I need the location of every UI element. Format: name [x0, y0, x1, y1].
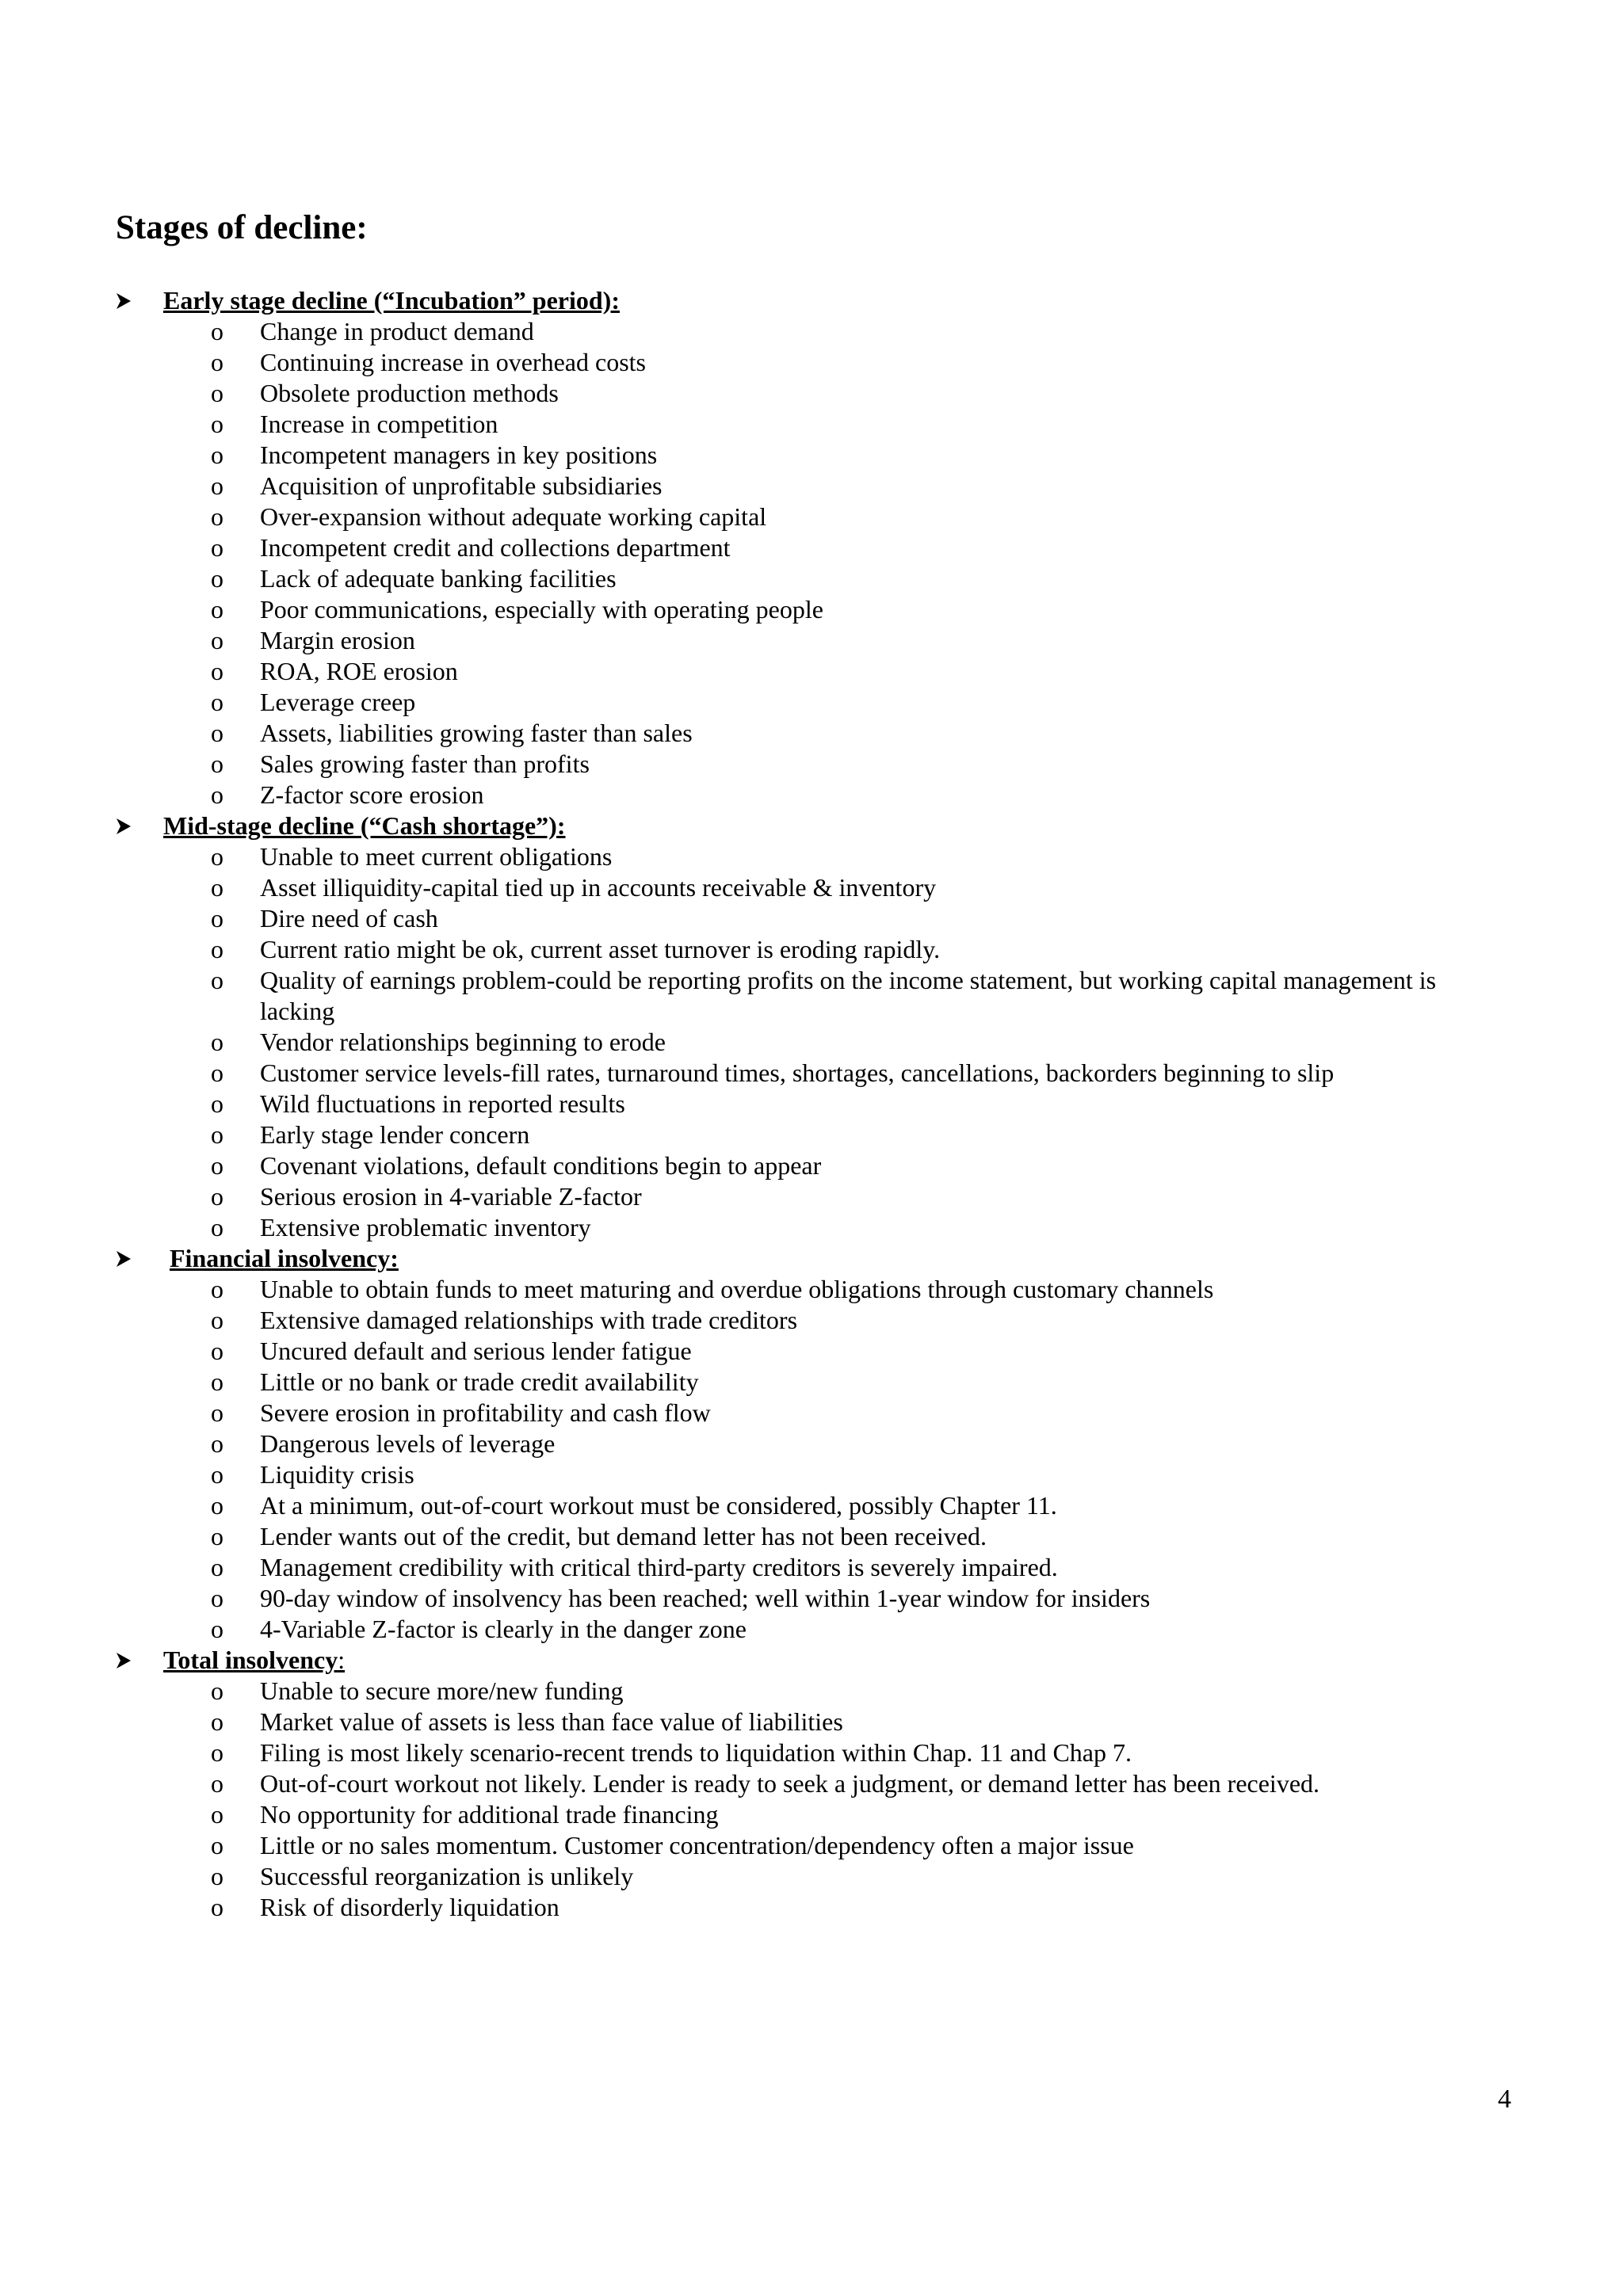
- list-item: o Covenant violations, default conditions begin to appear: [211, 1151, 822, 1180]
- list-item: o Little or no sales momentum. Customer concentration/dependency often a major issue: [211, 1831, 1134, 1859]
- circle-bullet-icon: o: [211, 441, 223, 469]
- circle-bullet-icon: o: [211, 1460, 223, 1489]
- circle-bullet-icon: o: [211, 1089, 223, 1118]
- circle-bullet-icon: o: [211, 1738, 223, 1767]
- list-item: o Change in product demand: [211, 317, 534, 345]
- list-item: o Serious erosion in 4-variable Z-factor: [211, 1182, 642, 1211]
- arrow-bullet-icon: [116, 1243, 143, 1268]
- list-item: o Leverage creep: [211, 688, 416, 716]
- list-item: o Assets, liabilities growing faster than sales: [211, 719, 693, 747]
- page-number: 4: [1498, 2084, 1511, 2114]
- list-item: o Dire need of cash: [211, 904, 438, 933]
- section-items-mid-stage: [0, 841, 1623, 1243]
- circle-bullet-icon: o: [211, 1275, 223, 1303]
- list-item: o Incompetent credit and collections department: [211, 533, 731, 562]
- list-item: o Dangerous levels of leverage: [211, 1429, 556, 1458]
- list-item: o ROA, ROE erosion: [211, 657, 458, 685]
- circle-bullet-icon: o: [211, 966, 223, 994]
- circle-bullet-icon: o: [211, 1429, 223, 1458]
- section-heading-total-insolvency: [0, 1645, 1623, 1676]
- circle-bullet-icon: o: [211, 1367, 223, 1396]
- list-item: o Vendor relationships beginning to erode: [211, 1028, 666, 1056]
- circle-bullet-icon: o: [211, 749, 223, 778]
- section-heading-suffix: :: [338, 1646, 346, 1674]
- section-heading-text: Financial insolvency:: [170, 1244, 399, 1272]
- list-item: o Sales growing faster than profits: [211, 749, 590, 778]
- section-heading-mid-stage: [0, 810, 1623, 841]
- list-item: o Lack of adequate banking facilities: [211, 564, 617, 593]
- circle-bullet-icon: o: [211, 1151, 223, 1180]
- circle-bullet-icon: o: [211, 410, 223, 438]
- list-item: o At a minimum, out-of-court workout must be considered, possibly Chapter 11.: [211, 1491, 1057, 1520]
- list-item: o Obsolete production methods: [211, 379, 559, 407]
- circle-bullet-icon: o: [211, 1028, 223, 1056]
- section-items-early-stage: [0, 316, 1623, 810]
- circle-bullet-icon: o: [211, 1893, 223, 1921]
- arrow-bullet-icon: [116, 1645, 143, 1669]
- circle-bullet-icon: o: [211, 471, 223, 500]
- circle-bullet-icon: o: [211, 1831, 223, 1859]
- list-item: o Margin erosion: [211, 626, 415, 654]
- list-item: o Market value of assets is less than face value of liabilities: [211, 1707, 843, 1736]
- list-item: o Extensive damaged relationships with trade creditors: [211, 1306, 798, 1334]
- circle-bullet-icon: o: [211, 1584, 223, 1612]
- section-items-total-insolvency: [0, 1676, 1623, 1923]
- list-item: o Wild fluctuations in reported results: [211, 1089, 625, 1118]
- circle-bullet-icon: o: [211, 1707, 223, 1736]
- list-item: o Incompetent managers in key positions: [211, 441, 658, 469]
- circle-bullet-icon: o: [211, 935, 223, 963]
- section-heading-financial-insolvency: [0, 1243, 1623, 1274]
- list-item: o 4-Variable Z-factor is clearly in the danger zone: [211, 1615, 747, 1643]
- circle-bullet-icon: o: [211, 1213, 223, 1241]
- list-item: o Current ratio might be ok, current asset turnover is eroding rapidly.: [211, 935, 941, 963]
- list-item: o No opportunity for additional trade financing: [211, 1800, 719, 1829]
- circle-bullet-icon: o: [211, 1800, 223, 1829]
- arrow-bullet-icon: [116, 810, 143, 835]
- list-item: o Unable to secure more/new funding: [211, 1676, 624, 1705]
- list-item: o Extensive problematic inventory: [211, 1213, 591, 1241]
- circle-bullet-icon: o: [211, 348, 223, 376]
- list-item: o Management credibility with critical third-party creditors is severely impaired.: [211, 1553, 1058, 1581]
- circle-bullet-icon: o: [211, 1862, 223, 1890]
- circle-bullet-icon: o: [211, 688, 223, 716]
- circle-bullet-icon: o: [211, 719, 223, 747]
- circle-bullet-icon: o: [211, 1769, 223, 1798]
- circle-bullet-icon: o: [211, 502, 223, 531]
- circle-bullet-icon: o: [211, 842, 223, 871]
- list-item: o Unable to obtain funds to meet maturing and overdue obligations through customary channels: [211, 1275, 1214, 1303]
- section-heading-early-stage: [0, 285, 1623, 316]
- list-item: o Successful reorganization is unlikely: [211, 1862, 634, 1890]
- list-item: o Severe erosion in profitability and cash flow: [211, 1398, 711, 1427]
- circle-bullet-icon: o: [211, 1306, 223, 1334]
- list-item: o Poor communications, especially with operating people: [211, 595, 823, 624]
- circle-bullet-icon: o: [211, 1120, 223, 1149]
- list-item: o Continuing increase in overhead costs: [211, 348, 646, 376]
- list-item: o Over-expansion without adequate working capital: [211, 502, 767, 531]
- circle-bullet-icon: o: [211, 533, 223, 562]
- circle-bullet-icon: o: [211, 317, 223, 345]
- list-item: o Little or no bank or trade credit availability: [211, 1367, 699, 1396]
- section-items-financial-insolvency: [0, 1274, 1623, 1645]
- circle-bullet-icon: o: [211, 1676, 223, 1705]
- circle-bullet-icon: o: [211, 379, 223, 407]
- circle-bullet-icon: o: [211, 1491, 223, 1520]
- circle-bullet-icon: o: [211, 626, 223, 654]
- circle-bullet-icon: o: [211, 1337, 223, 1365]
- section-heading-text: Total insolvency:: [163, 1646, 346, 1674]
- circle-bullet-icon: o: [211, 873, 223, 902]
- circle-bullet-icon: o: [211, 657, 223, 685]
- section-heading-text: Mid-stage decline (“Cash shortage”):: [163, 811, 566, 840]
- circle-bullet-icon: o: [211, 595, 223, 624]
- list-item: o Customer service levels-fill rates, turnaround times, shortages, cancellations, backorders beginning to slip: [211, 1058, 1335, 1087]
- list-item: o Asset illiquidity-capital tied up in accounts receivable & inventory: [211, 873, 937, 902]
- list-item: o Lender wants out of the credit, but demand letter has not been received.: [211, 1522, 987, 1550]
- circle-bullet-icon: o: [211, 1182, 223, 1211]
- list-item: o Unable to meet current obligations: [211, 842, 613, 871]
- list-item: o Increase in competition: [211, 410, 498, 438]
- arrow-bullet-icon: [116, 285, 143, 310]
- circle-bullet-icon: o: [211, 780, 223, 809]
- list-item: o Risk of disorderly liquidation: [211, 1893, 559, 1921]
- page-title: Stages of decline:: [116, 209, 368, 246]
- sections-list: [0, 285, 1623, 1923]
- circle-bullet-icon: o: [211, 1058, 223, 1087]
- circle-bullet-icon: o: [211, 1553, 223, 1581]
- list-item: o Acquisition of unprofitable subsidiaries: [211, 471, 663, 500]
- circle-bullet-icon: o: [211, 1522, 223, 1550]
- circle-bullet-icon: o: [211, 1398, 223, 1427]
- list-item: o 90-day window of insolvency has been reached; well within 1-year window for insiders: [211, 1584, 1151, 1612]
- list-item: o Quality of earnings problem-could be reporting profits on the income statement, but working capital management is lacking: [211, 966, 1437, 1025]
- list-item: o Early stage lender concern: [211, 1120, 530, 1149]
- circle-bullet-icon: o: [211, 904, 223, 933]
- list-item: o Filing is most likely scenario-recent trends to liquidation within Chap. 11 and Chap 7.: [211, 1738, 1132, 1767]
- list-item: o Uncured default and serious lender fatigue: [211, 1337, 692, 1365]
- circle-bullet-icon: o: [211, 564, 223, 593]
- list-item: o Liquidity crisis: [211, 1460, 414, 1489]
- list-item: o Z-factor score erosion: [211, 780, 484, 809]
- section-heading-text: Early stage decline (“Incubation” period):: [163, 286, 620, 315]
- circle-bullet-icon: o: [211, 1615, 223, 1643]
- list-item: o Out-of-court workout not likely. Lender is ready to seek a judgment, or demand letter has been received.: [211, 1769, 1320, 1798]
